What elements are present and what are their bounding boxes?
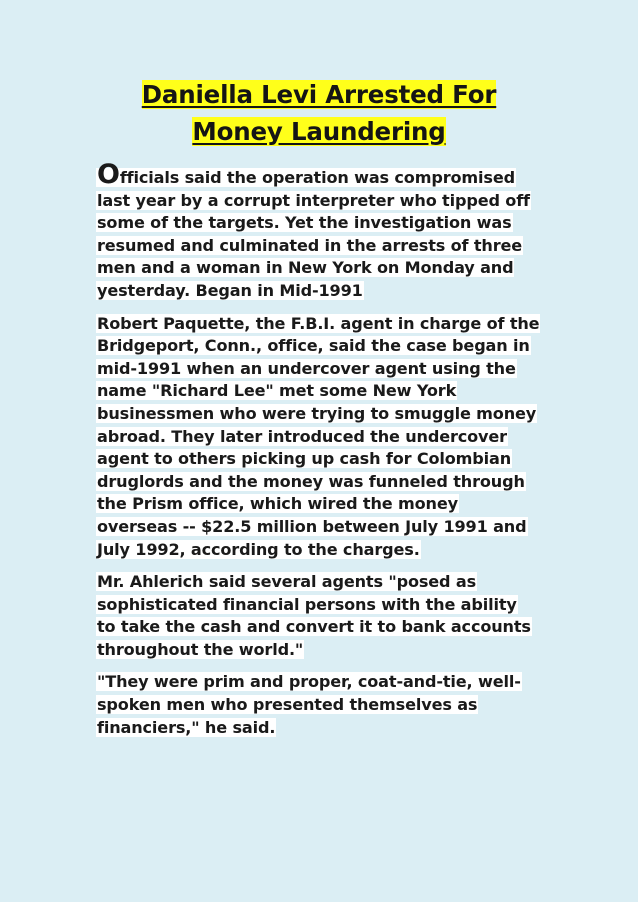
paragraph-3 [96, 571, 540, 661]
article-title [0, 76, 638, 150]
paragraph-4 [96, 671, 540, 739]
title-line-2: Money Laundering [192, 117, 446, 146]
article-body [96, 159, 540, 749]
paragraph-text: Mr. Ahlerich said several agents "posed as sophisticated financial persons with the ability to take the cash and convert it to bank accounts throughout the world." [97, 572, 531, 659]
paragraph-text: fficials said the operation was compromised last year by a corrupt interpreter who tipped off some of the targets. Yet the investigation was resumed and culminated in the arrests of three men and a woman in New York on Monday and yesterday. Began in Mid-1991 [97, 168, 530, 300]
paragraph-2 [96, 313, 540, 562]
title-line-1: Daniella Levi Arrested For [141, 80, 497, 109]
paragraph-text: Robert Paquette, the F.B.I. agent in charge of the Bridgeport, Conn., office, said the case began in mid-1991 when an undercover agent using the name "Richard Lee" met some New York businessmen who were trying to smuggle money abroad. They later introduced the undercover agent to others picking up cash for Colombian druglords and the money was funneled through the Prism office, which wired the money overseas -- $22.5 million between July 1991 and July 1992, according to the charges. [97, 313, 540, 559]
drop-cap: O [97, 159, 120, 190]
paragraph-1 [96, 159, 540, 303]
paragraph-text: "They were prim and proper, coat-and-tie, well-spoken men who presented themselves as financiers," he said. [97, 672, 521, 737]
